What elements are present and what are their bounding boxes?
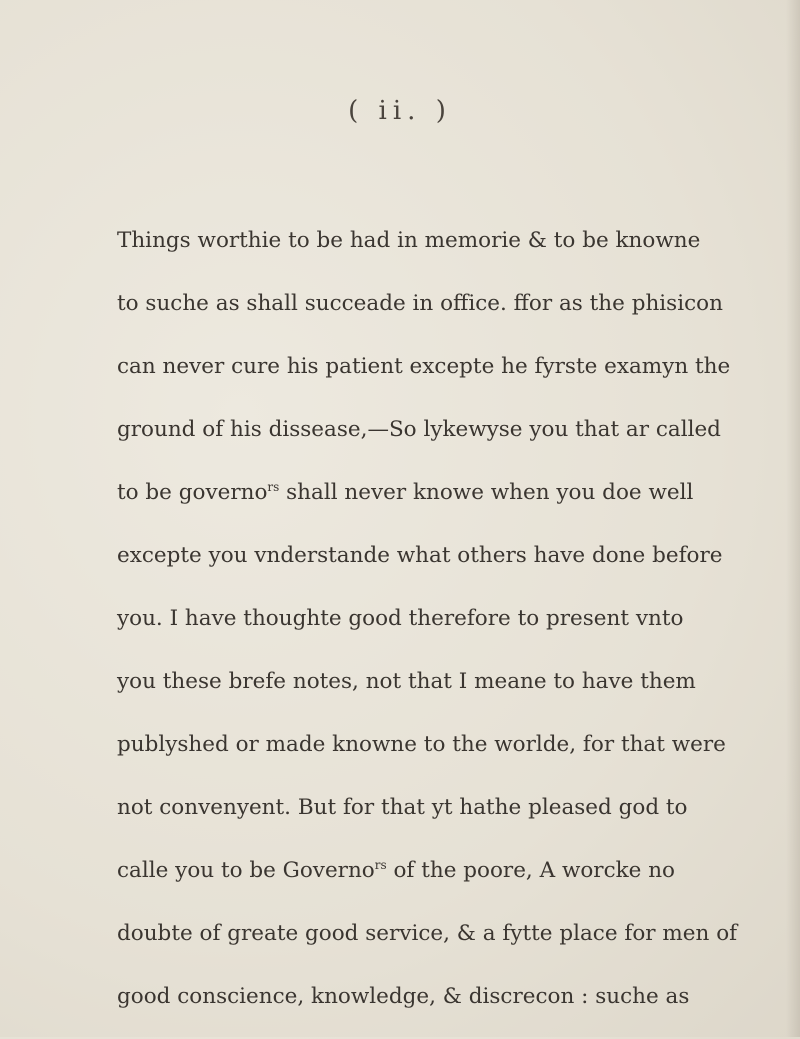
text-line-11-end: of the poore, A worcke no <box>386 858 675 883</box>
text-line-8: you these brefe notes, not that I meane to have them <box>117 669 696 694</box>
text-line-5 <box>117 472 694 535</box>
text-line-7: you. I have thoughte good therefore to present vnto <box>117 606 684 631</box>
text-line-1: Things worthie to be had in memorie & to be knowne <box>117 228 701 253</box>
superscript-abbrev: rs <box>374 857 387 872</box>
text-line-11 <box>117 850 675 913</box>
text-line-12: doubte of greate good service, & a fytte place for men of <box>117 921 738 946</box>
text-line-13: good conscience, knowledge, & discrecon : suche as <box>117 984 690 1009</box>
page-edge-shadow <box>786 0 800 1037</box>
text-line-5-end: shall never knowe when you doe well <box>279 480 694 505</box>
superscript-abbrev: rs <box>267 479 280 494</box>
manuscript-text <box>117 220 738 1039</box>
text-line-3: can never cure his patient excepte he fyrste examyn the <box>117 354 731 379</box>
text-line-9: publyshed or made knowne to the worlde, for that were <box>117 732 726 757</box>
text-line-4: ground of his dissease,—So lykewyse you that ar called <box>117 417 721 442</box>
text-line-5-start: to be governo <box>117 480 268 505</box>
text-line-2: to suche as shall succeade in office. ffor as the phisicon <box>117 291 723 316</box>
text-line-6: excepte you vnderstande what others have done before <box>117 543 723 568</box>
text-line-10: not convenyent. But for that yt hathe pleased god to <box>117 795 688 820</box>
page-number: ( ii. ) <box>348 96 452 126</box>
text-line-11-start: calle you to be Governo <box>117 858 375 883</box>
